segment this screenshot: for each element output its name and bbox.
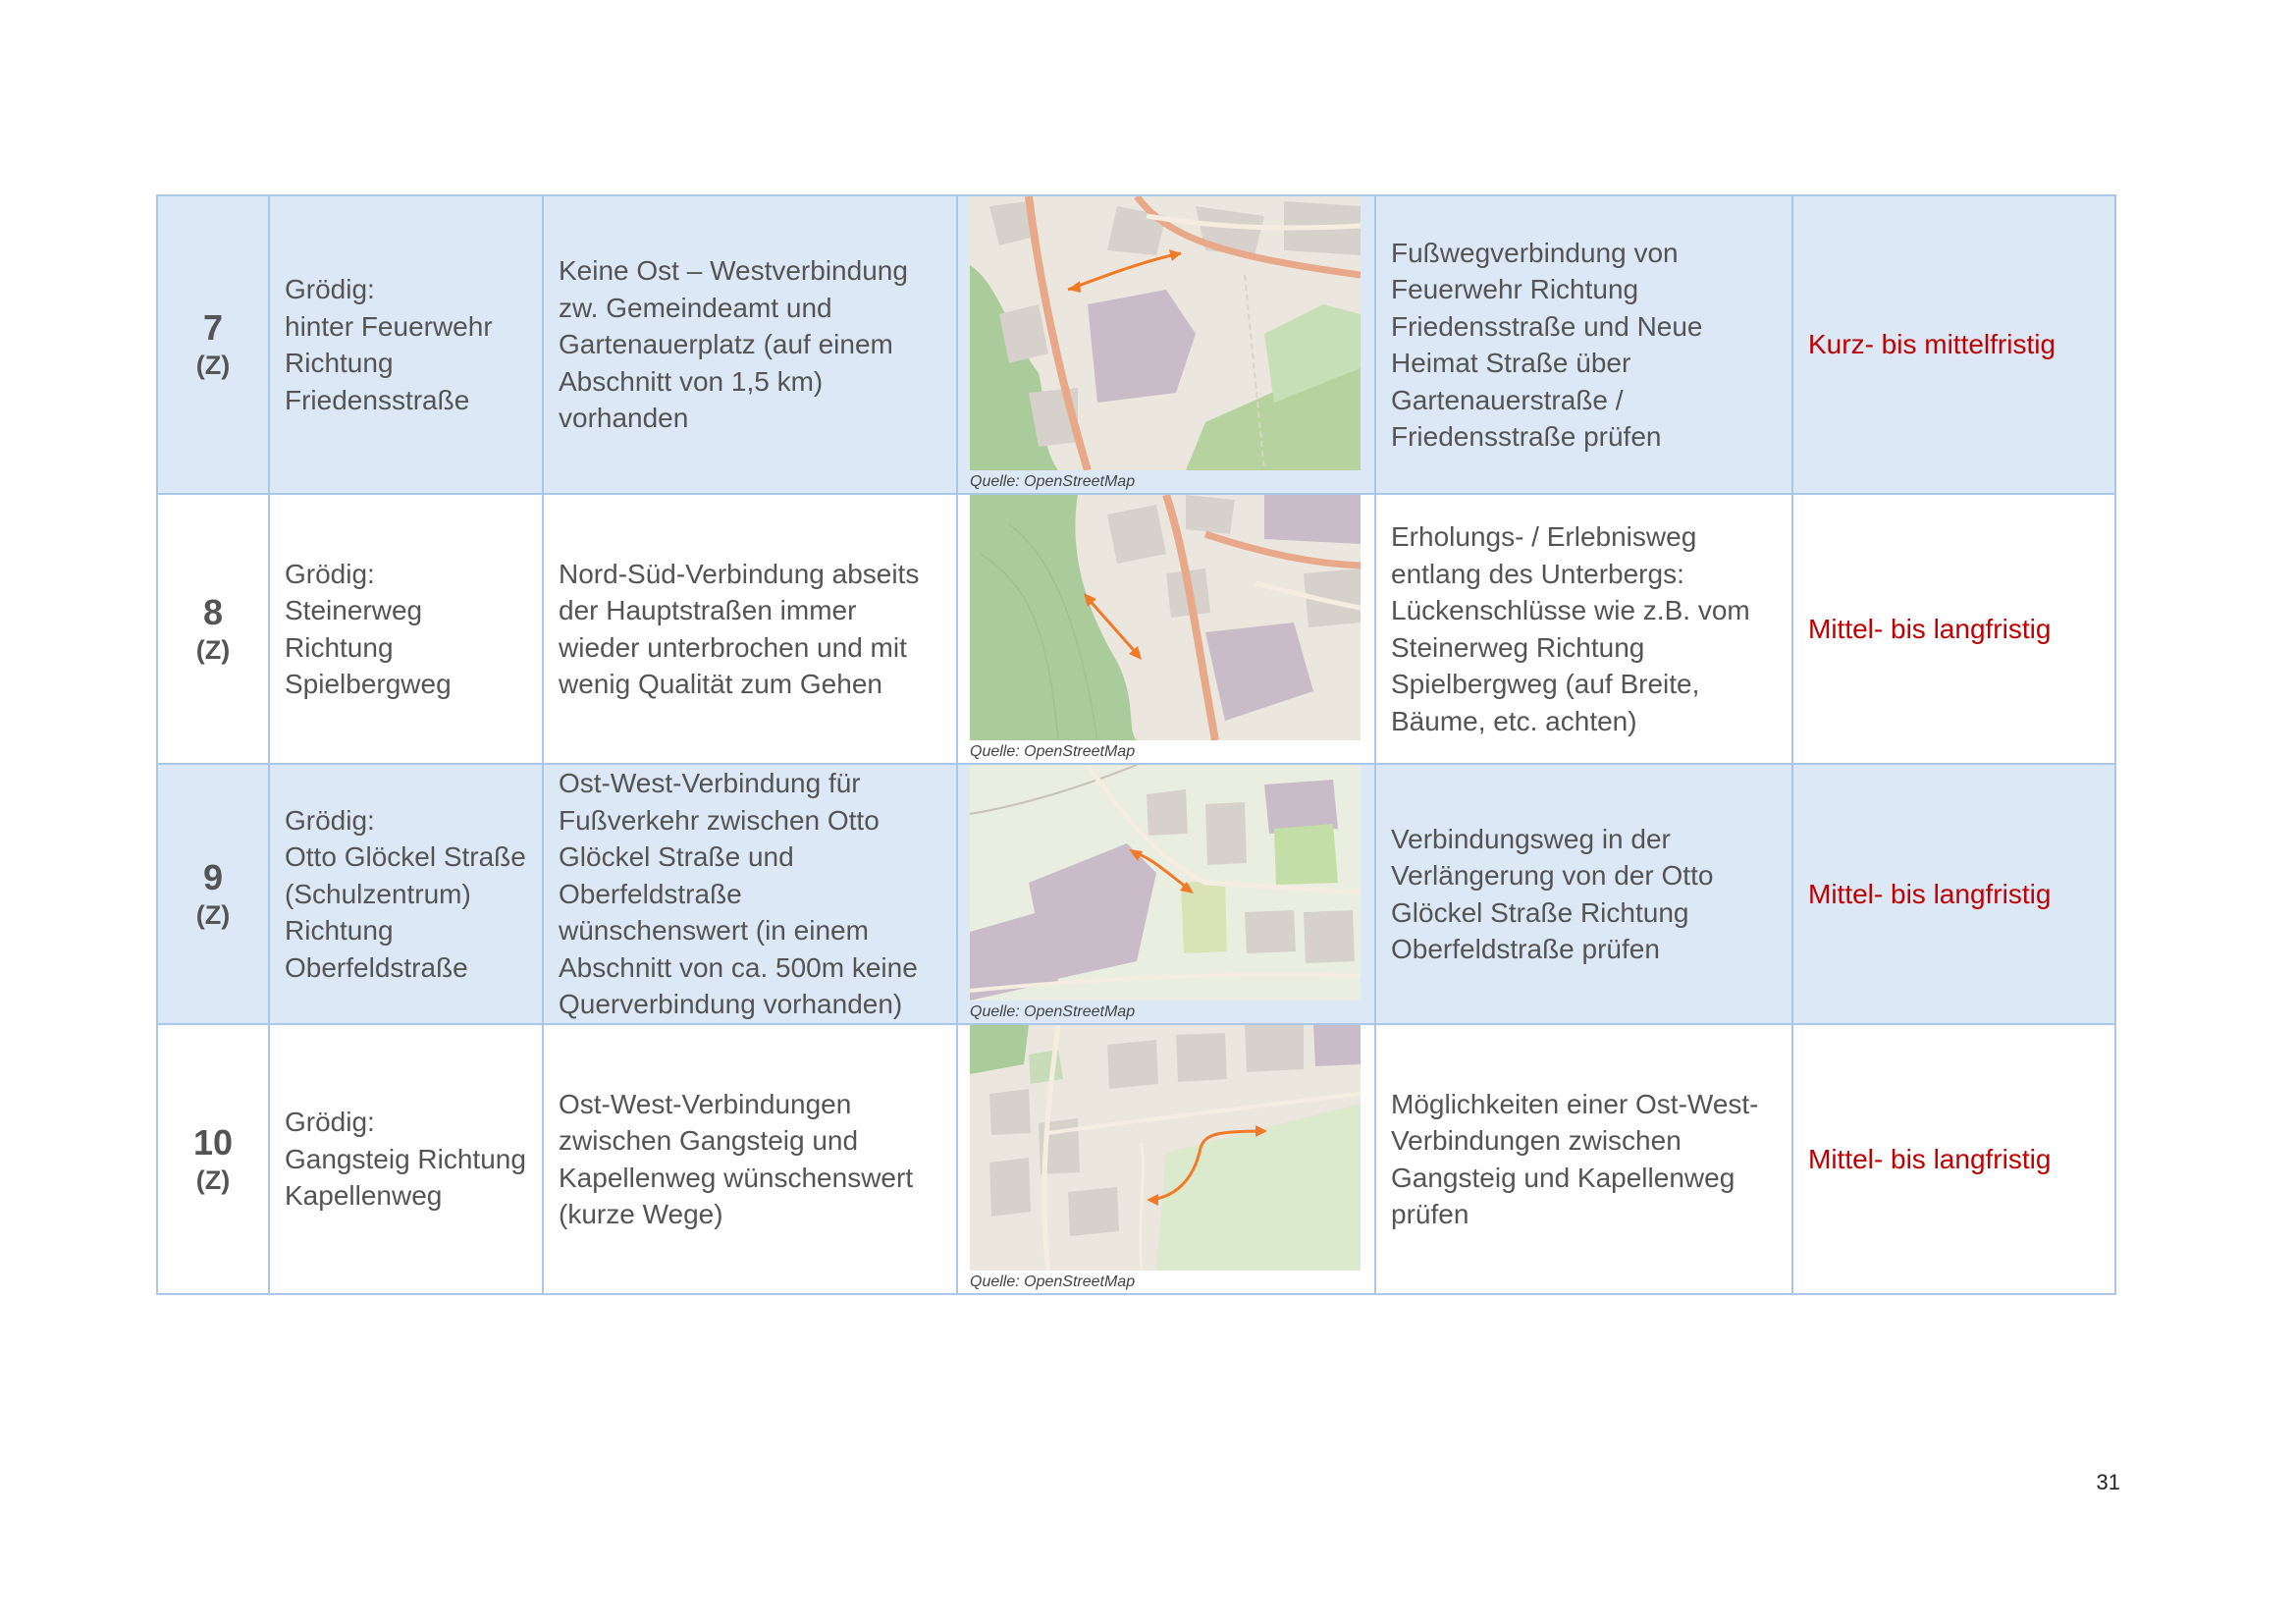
table-row xyxy=(157,1024,2115,1294)
location-line: Oberfeldstraße xyxy=(285,951,468,983)
location-line: Grödig: xyxy=(285,558,375,589)
map-source: Quelle: OpenStreetMap xyxy=(970,473,1136,490)
table-row xyxy=(157,195,2115,494)
measure-cell xyxy=(1375,1024,1792,1294)
measure-line: Glöckel Straße Richtung xyxy=(1391,896,1689,928)
measure-code: (Z) xyxy=(195,351,231,380)
measure-number-cell xyxy=(157,764,269,1024)
problem-line: wieder unterbrochen und mit xyxy=(559,631,907,663)
problem-cell xyxy=(543,494,957,764)
measure-code: (Z) xyxy=(195,899,231,930)
measure-number: 10 xyxy=(192,1121,234,1163)
location-line: Richtung xyxy=(285,348,394,378)
measure-line: Erholungs- / Erlebnisweg xyxy=(1391,521,1697,552)
measure-line: Heimat Straße über xyxy=(1391,348,1631,378)
map-cell xyxy=(957,1024,1375,1294)
problem-line: (kurze Wege) xyxy=(559,1199,723,1229)
problem-line: Keine Ost – Westverbindung xyxy=(559,255,908,287)
measure-line: prüfen xyxy=(1391,1199,1469,1229)
measure-cell xyxy=(1375,764,1792,1024)
measure-number-cell xyxy=(157,195,269,494)
problem-line: wünschenswert (in einem xyxy=(559,915,869,947)
location-line: Steinerweg xyxy=(285,595,423,625)
map-image xyxy=(970,1025,1361,1271)
problem-line: Glöckel Straße und xyxy=(559,841,794,873)
problem-line: vorhanden xyxy=(559,403,689,434)
map-figure xyxy=(970,495,1361,763)
problem-line: zw. Gemeindeamt und xyxy=(559,292,832,323)
problem-line: Ost-West-Verbindung für xyxy=(559,768,861,799)
measure-line: Gartenauerstraße / xyxy=(1391,384,1624,415)
table-row xyxy=(157,494,2115,764)
problem-line: Querverbindung vorhanden) xyxy=(559,989,903,1020)
measure-line: Bäume, etc. achten) xyxy=(1391,705,1637,736)
map-image xyxy=(970,765,1361,1001)
timeframe-cell xyxy=(1792,494,2115,764)
measure-line: entlang des Unterbergs: xyxy=(1391,558,1684,589)
location-line: Richtung xyxy=(285,915,394,947)
location-line: Friedensstraße xyxy=(285,384,470,415)
location-line: Grödig: xyxy=(285,274,375,304)
location-line: Grödig: xyxy=(285,804,375,836)
problem-line: Fußverkehr zwischen Otto xyxy=(559,804,880,836)
location-line: (Schulzentrum) xyxy=(285,878,471,909)
problem-line: Nord-Süd-Verbindung abseits xyxy=(559,558,920,589)
location-line: Kapellenweg xyxy=(285,1180,443,1212)
measure-line: Oberfeldstraße prüfen xyxy=(1391,934,1660,964)
map-figure xyxy=(970,196,1361,493)
location-line: Grödig: xyxy=(285,1107,375,1138)
measure-line: Möglichkeiten einer Ost-West- xyxy=(1391,1088,1759,1119)
measure-number: 7 xyxy=(202,307,224,348)
map-image xyxy=(970,495,1361,740)
problem-cell xyxy=(543,764,957,1024)
map-figure xyxy=(970,765,1361,1023)
measure-line: Lückenschlüsse wie z.B. vom xyxy=(1391,595,1750,625)
measure-line: Friedensstraße prüfen xyxy=(1391,421,1662,452)
measure-line: Verbindungen zwischen xyxy=(1391,1125,1682,1156)
measure-cell xyxy=(1375,494,1792,764)
measure-code: (Z) xyxy=(195,1164,231,1195)
map-source: Quelle: OpenStreetMap xyxy=(970,1273,1136,1290)
measure-number-cell xyxy=(157,494,269,764)
measure-cell xyxy=(1375,195,1792,494)
measure-line: Spielbergweg (auf Breite, xyxy=(1391,669,1700,699)
measure-line: Gangsteig und Kapellenweg xyxy=(1391,1162,1735,1193)
timeframe-cell xyxy=(1792,195,2115,494)
problem-line: Kapellenweg wünschenswert xyxy=(559,1162,914,1193)
measure-line: Verlängerung von der Otto xyxy=(1391,860,1714,891)
timeframe-cell xyxy=(1792,764,2115,1024)
problem-line: der Hauptstraßen immer xyxy=(559,595,857,625)
location-line: Richtung xyxy=(285,631,394,663)
measure-line: Fußwegverbindung von xyxy=(1391,237,1679,268)
timeframe-label: Mittel- bis langfristig xyxy=(1808,1143,2052,1174)
problem-line: Gartenauerplatz (auf einem xyxy=(559,329,893,360)
measures-table xyxy=(156,194,2116,1295)
problem-line: Ost-West-Verbindungen xyxy=(559,1088,852,1119)
page-number: 31 xyxy=(2096,1470,2120,1494)
measure-number: 8 xyxy=(202,591,224,632)
problem-line: Oberfeldstraße xyxy=(559,878,742,909)
problem-cell xyxy=(543,1024,957,1294)
location-line: Otto Glöckel Straße xyxy=(285,841,526,873)
measure-code: (Z) xyxy=(195,634,231,665)
location-cell xyxy=(269,494,543,764)
location-line: Spielbergweg xyxy=(285,669,452,699)
measure-line: Verbindungsweg in der xyxy=(1391,823,1671,854)
measure-number: 9 xyxy=(202,856,224,897)
problem-line: Abschnitt von 1,5 km) xyxy=(559,365,824,397)
location-cell xyxy=(269,764,543,1024)
location-line: Gangsteig Richtung xyxy=(285,1143,526,1174)
measure-number-cell xyxy=(157,1024,269,1294)
measure-line: Friedensstraße und Neue xyxy=(1391,310,1703,342)
map-image xyxy=(970,196,1361,470)
map-cell xyxy=(957,494,1375,764)
map-cell xyxy=(957,764,1375,1024)
problem-cell xyxy=(543,195,957,494)
map-source: Quelle: OpenStreetMap xyxy=(970,743,1136,760)
timeframe-cell xyxy=(1792,1024,2115,1294)
location-cell xyxy=(269,195,543,494)
table-row xyxy=(157,764,2115,1024)
location-line: hinter Feuerwehr xyxy=(285,310,493,342)
measure-line: Feuerwehr Richtung xyxy=(1391,274,1639,304)
timeframe-label: Kurz- bis mittelfristig xyxy=(1808,329,2056,360)
measure-line: Steinerweg Richtung xyxy=(1391,631,1645,663)
timeframe-label: Mittel- bis langfristig xyxy=(1808,613,2052,644)
problem-line: wenig Qualität zum Gehen xyxy=(559,669,882,699)
problem-line: zwischen Gangsteig und xyxy=(559,1125,859,1156)
location-cell xyxy=(269,1024,543,1294)
map-figure xyxy=(970,1025,1361,1293)
map-cell xyxy=(957,195,1375,494)
problem-line: Abschnitt von ca. 500m keine xyxy=(559,951,918,983)
map-source: Quelle: OpenStreetMap xyxy=(970,1003,1136,1020)
timeframe-label: Mittel- bis langfristig xyxy=(1808,878,2052,909)
